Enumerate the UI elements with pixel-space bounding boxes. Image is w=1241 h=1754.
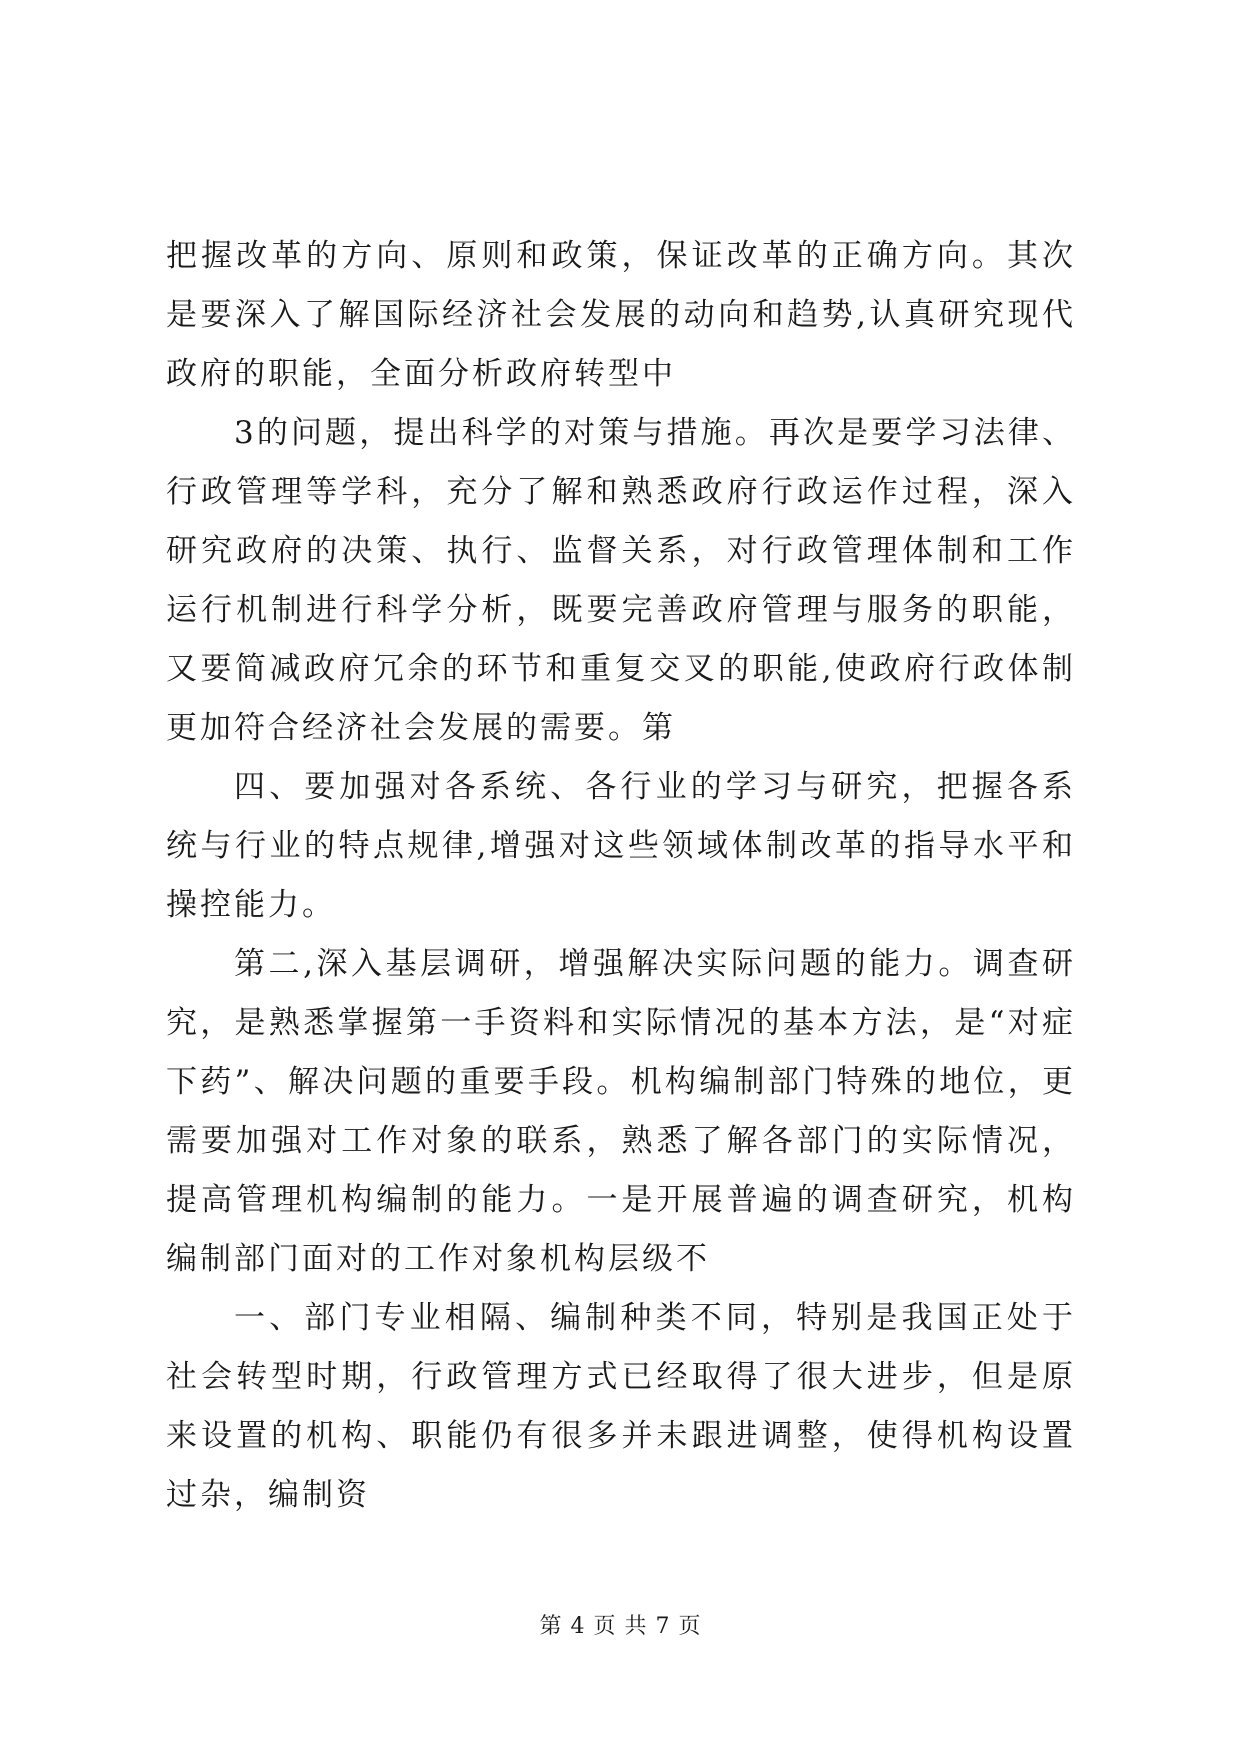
paragraph-1: 把握改革的方向、原则和政策，保证改革的正确方向。其次是要深入了解国际经济社会发展的动向和趋势,认真研究现代政府的职能，全面分析政府转型中 — [166, 238, 1076, 392]
page-footer — [0, 1612, 1241, 1642]
page-number-label: 第 4 页 共 7 页 — [539, 1614, 702, 1639]
document-body — [166, 227, 1076, 1525]
paragraph-5: 一、部门专业相隔、编制种类不同，特别是我国正处于社会转型时期，行政管理方式已经取得了很大进步，但是原来设置的机构、职能仍有很多并未跟进调整，使得机构设置过杂，编制资 — [166, 1300, 1076, 1513]
paragraph-3: 四、要加强对各系统、各行业的学习与研究，把握各系统与行业的特点规律,增强对这些领域体制改革的指导水平和操控能力。 — [166, 769, 1076, 923]
paragraph-2: 3的问题，提出科学的对策与措施。再次是要学习法律、行政管理等学科，充分了解和熟悉政府行政运作过程，深入研究政府的决策、执行、监督关系，对行政管理体制和工作运行机制进行科学分析，既要完善政府管理与服务的职能，又要简减政府冗余的环节和重复交叉的职能,使政府行政体制更加符合经济社会发展的需要。第 — [166, 415, 1076, 746]
paragraph-4: 第二,深入基层调研，增强解决实际问题的能力。调查研究，是熟悉掌握第一手资料和实际情况的基本方法，是“对症下药”、解决问题的重要手段。机构编制部门特殊的地位，更需要加强对工作对象的联系，熟悉了解各部门的实际情况，提高管理机构编制的能力。一是开展普遍的调查研究，机构编制部门面对的工作对象机构层级不 — [166, 946, 1076, 1277]
